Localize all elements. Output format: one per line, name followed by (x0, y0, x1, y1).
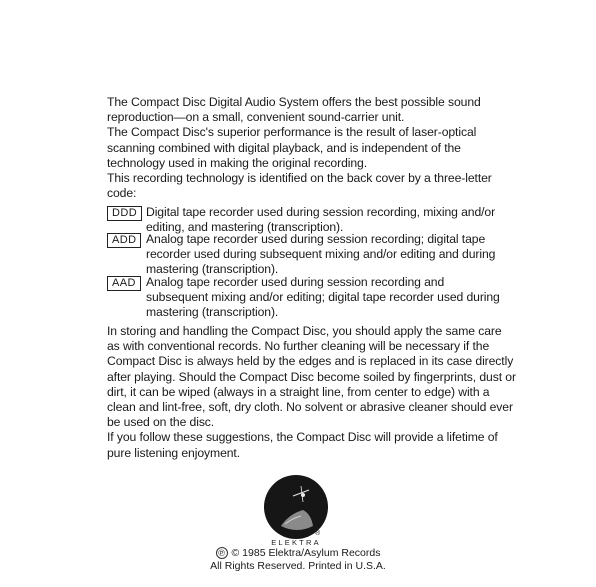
copyright-text: © 1985 Elektra/Asylum Records (231, 547, 381, 559)
copyright-line-1 (150, 547, 446, 560)
care-paragraph-1: In storing and handling the Compact Disc, you should apply the same care as with conventional records. No further cleaning will be necessary if the Compact Disc is always held by the edges and is replaced in its case directly after playing. Should the Compact Disc become soiled by fingerprints, dust or dirt, it can be wiped (always in a straight line, from center to edge) with a clean and lint-free, soft, dry cloth. No solvent or abrasive cleaner should ever be used on the disc. (107, 324, 516, 430)
copyright-notice (150, 547, 446, 572)
code-description: Analog tape recorder used during session recording and subsequent mixing and/or editing; digital tape recorder used during mastering (transcription). (146, 275, 500, 320)
phonogram-icon: ℗ (216, 547, 228, 559)
code-description: Analog tape recorder used during session recording; digital tape recorder used during subsequent mixing and/or editing and during mastering (transcription). (146, 232, 496, 277)
care-section (107, 324, 517, 461)
care-paragraph-2: If you follow these suggestions, the Compact Disc will provide a lifetime of pure listening enjoyment. (107, 430, 498, 460)
code-badge: ADD (107, 233, 141, 248)
intro-paragraph-2: The Compact Disc's superior performance is the result of laser-optical scanning combined with digital playback, and is independent of the technology used in making the original recording. (107, 125, 477, 170)
intro-paragraph-1: The Compact Disc Digital Audio System offers the best possible sound reproduction—on a small, convenient sound-carrier unit. (107, 95, 481, 125)
code-badge: AAD (107, 276, 141, 291)
intro-section (107, 95, 517, 201)
code-description: Digital tape recorder used during session recording, mixing and/or editing, and mastering (transcription). (146, 205, 496, 235)
code-badge: DDD (107, 206, 142, 221)
intro-paragraph-3: This recording technology is identified on the back cover by a three-letter code: (107, 171, 492, 201)
logo-label: ELEKTRA (271, 538, 321, 547)
copyright-line-2: All Rights Reserved. Printed in U.S.A. (210, 559, 386, 572)
registered-mark: ® (315, 530, 321, 537)
